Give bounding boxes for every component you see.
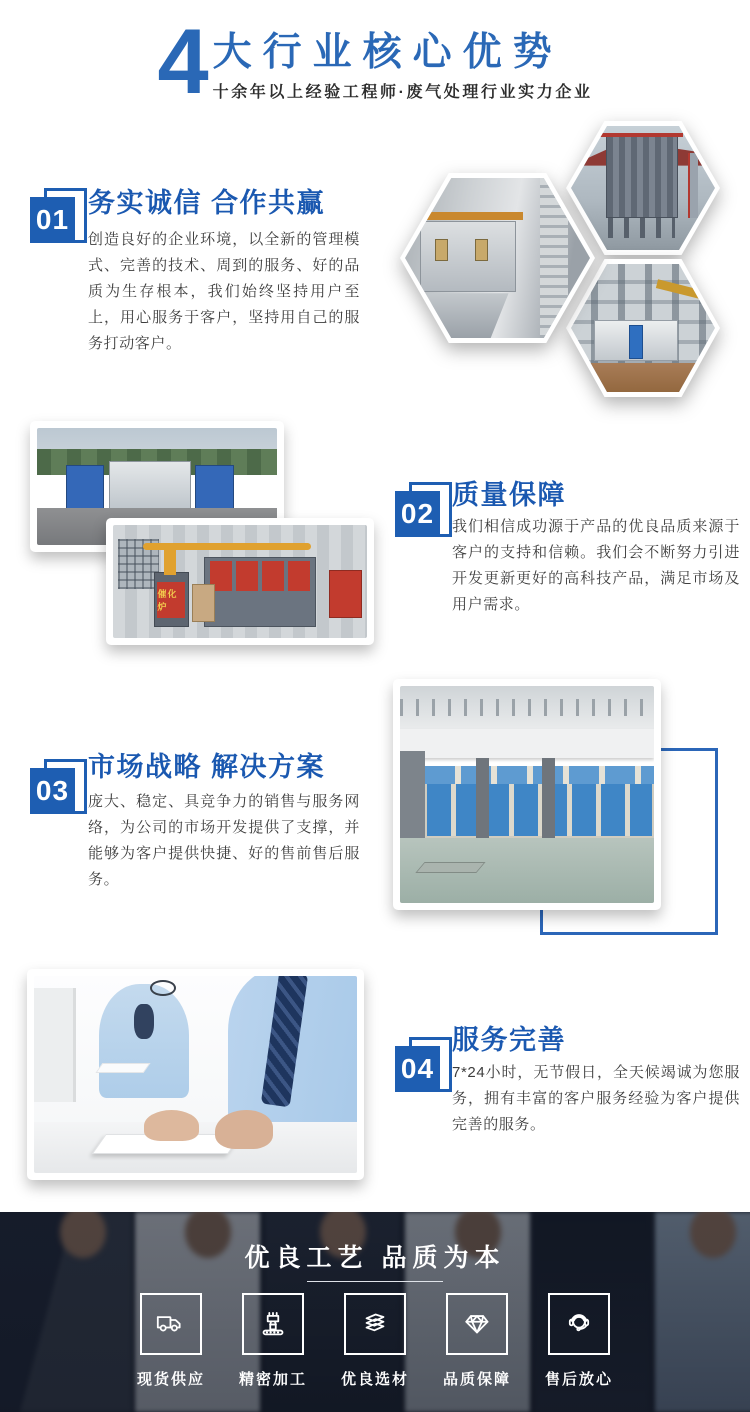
photo-layer bbox=[540, 178, 568, 338]
section-02-number: 02 bbox=[395, 491, 440, 537]
banner-title: 优良工艺 品质为本 bbox=[244, 1244, 506, 1272]
section-03-badge bbox=[30, 759, 90, 819]
feature-after-sales bbox=[528, 1293, 630, 1389]
photo-layer bbox=[144, 1110, 199, 1142]
page-subtitle: 十余年以上经验工程师·废气处理行业实力企业 bbox=[212, 84, 593, 101]
bottom-banner bbox=[0, 1212, 750, 1412]
feature-list bbox=[120, 1293, 630, 1389]
layers-icon bbox=[344, 1293, 406, 1355]
photo-layer bbox=[400, 699, 654, 716]
photo-layer bbox=[400, 751, 425, 838]
photo-layer bbox=[416, 862, 486, 873]
photo-layer bbox=[210, 561, 312, 590]
header-text-column bbox=[213, 22, 593, 102]
feature-precision-machining bbox=[222, 1293, 324, 1389]
photo-layer bbox=[600, 133, 684, 137]
photo-layer bbox=[629, 325, 643, 358]
photo-layer bbox=[688, 153, 698, 217]
section-04-number: 04 bbox=[395, 1046, 440, 1092]
photo-layer bbox=[435, 239, 448, 261]
section-04-badge bbox=[395, 1037, 455, 1097]
section-02-badge bbox=[395, 482, 455, 542]
photo-layer bbox=[476, 758, 489, 838]
header-inner bbox=[157, 11, 593, 113]
photo-layer bbox=[400, 729, 654, 757]
photo-layer bbox=[215, 1110, 273, 1149]
section-04-title: 服务完善 bbox=[452, 1025, 566, 1055]
photo-layer bbox=[606, 136, 678, 218]
section-03-title: 市场战略 解决方案 bbox=[88, 752, 326, 782]
page-title: 大行业核心优势 bbox=[212, 31, 563, 74]
photo-layer bbox=[150, 980, 176, 996]
section-01-body: 创造良好的企业环境，以全新的管理模式、完善的技术、周到的服务、好的品质为生存根本，我们始终坚持用户至上，用心服务于客户，坚持用自己的服务打动客户。 bbox=[88, 231, 360, 352]
photo-layer bbox=[99, 984, 189, 1098]
feature-label: 优良选材 bbox=[340, 1371, 409, 1388]
banner-divider bbox=[307, 1281, 443, 1282]
photo-image bbox=[113, 525, 367, 638]
feature-label: 现货供应 bbox=[136, 1371, 205, 1388]
section-02-title: 质量保障 bbox=[452, 480, 566, 510]
photo-layer bbox=[542, 758, 555, 838]
section-02-body: 我们相信成功源于产品的优良品质来源于客户的支持和信赖。我们会不断努力引进开发更新更好的高科技产品，满足市场及用户需求。 bbox=[452, 518, 740, 613]
section-01-badge bbox=[30, 188, 90, 248]
photo-layer bbox=[195, 465, 233, 509]
photo-layer bbox=[134, 1004, 153, 1039]
photo-image bbox=[34, 976, 357, 1173]
headset-icon bbox=[548, 1293, 610, 1355]
photo-image bbox=[400, 686, 654, 903]
photo-customer-service bbox=[27, 969, 364, 1180]
photo-layer bbox=[34, 988, 76, 1102]
feature-stock-supply bbox=[120, 1293, 222, 1389]
photo-layer bbox=[425, 766, 654, 783]
feature-label: 售后放心 bbox=[544, 1371, 613, 1388]
photo-layer bbox=[164, 545, 177, 574]
feature-quality-materials bbox=[324, 1293, 426, 1389]
header bbox=[0, 11, 750, 113]
furnace-door-label: 催化炉 bbox=[157, 582, 185, 618]
photo-layer bbox=[95, 1063, 150, 1073]
section-03-body: 庞大、稳定、具竞争力的销售与服务网络，为公司的市场开发提供了支撑，并能够为客户提供快捷、好的售前售后服务。 bbox=[88, 793, 360, 888]
feature-label: 精密加工 bbox=[238, 1371, 307, 1388]
photo-layer bbox=[475, 239, 488, 261]
photo-layer bbox=[329, 570, 362, 617]
section-03-number: 03 bbox=[30, 768, 75, 814]
truck-icon bbox=[140, 1293, 202, 1355]
feature-label: 品质保障 bbox=[442, 1371, 511, 1388]
diamond-icon bbox=[446, 1293, 508, 1355]
machining-icon bbox=[242, 1293, 304, 1355]
section-01-number: 01 bbox=[30, 197, 75, 243]
photo-layer bbox=[416, 212, 523, 220]
feature-quality-guarantee bbox=[426, 1293, 528, 1389]
photo-layer bbox=[109, 461, 191, 510]
section-01-title: 务实诚信 合作共赢 bbox=[88, 188, 326, 218]
photo-catalytic-furnace bbox=[106, 518, 374, 645]
photo-layer bbox=[608, 218, 674, 238]
photo-layer bbox=[66, 465, 104, 509]
photo-factory-interior bbox=[393, 679, 661, 910]
section-04-body: 7*24小时，无节假日，全天候竭诚为您服务，拥有丰富的客户服务经验为客户提供完善的服务。 bbox=[452, 1064, 740, 1133]
photo-layer bbox=[192, 584, 215, 622]
hexagon-photo-dust-collector bbox=[400, 173, 595, 343]
header-big-number: 4 bbox=[157, 11, 209, 113]
